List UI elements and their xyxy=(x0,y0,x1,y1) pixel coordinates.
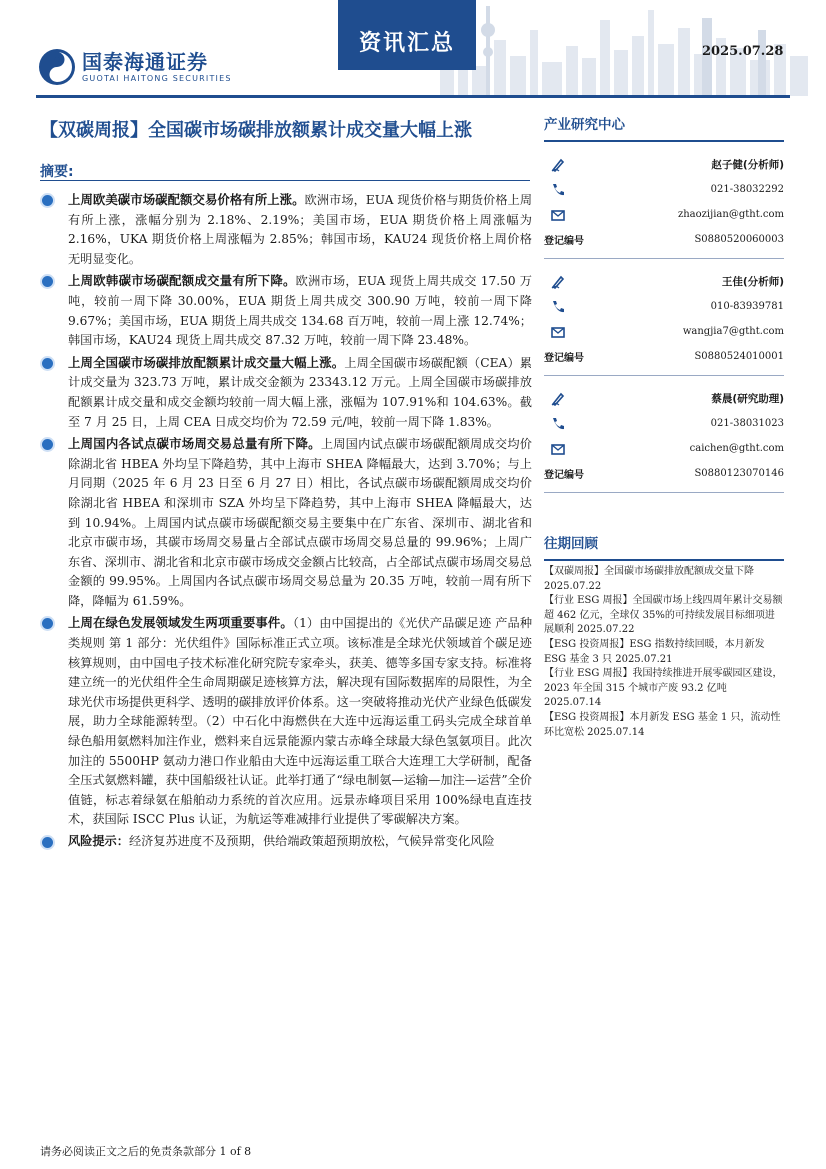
phone-icon xyxy=(550,182,566,198)
summary-bullet-eu-kr-volume xyxy=(40,271,532,350)
analyst-registration-number: S0880123070146 xyxy=(694,468,784,479)
past-report-link[interactable]: 【行业 ESG 周报】我国持续推进开展零碳园区建设，2023 年全国 315 个城市产废 93.2 亿吨 2025.07.14 xyxy=(544,668,783,709)
report-date: 2025.07.28 xyxy=(702,44,784,59)
bullet-lead: 上周在绿色发展领域发生两项重要事件。 xyxy=(68,615,293,631)
summary-bullet-national-market xyxy=(40,353,532,432)
company-logo xyxy=(38,48,232,86)
summary-bullets xyxy=(40,190,532,852)
phone-icon xyxy=(550,299,566,315)
bullet-lead: 上周国内各试点碳市场周交易总量有所下降。 xyxy=(68,436,321,452)
analyst-name: 蔡晨(研究助理) xyxy=(711,393,784,405)
past-reports-list xyxy=(544,565,784,740)
analyst-divider xyxy=(544,258,784,259)
past-report-link[interactable]: 【双碳周报】全国碳市场碳排放配额成交量下降 2025.07.22 xyxy=(544,566,754,592)
analyst-card xyxy=(544,386,784,493)
pen-icon xyxy=(550,391,566,407)
bullet-dot-icon xyxy=(42,439,53,450)
sidebar xyxy=(544,114,784,740)
email-icon xyxy=(550,207,566,223)
bullet-dot-icon xyxy=(42,837,53,848)
analyst-card xyxy=(544,269,784,376)
registration-label: 登记编号 xyxy=(544,353,584,364)
page-footer: 请务必阅读正文之后的免责条款部分 1 of 8 xyxy=(40,1145,252,1158)
summary-bullet-green-events xyxy=(40,613,532,830)
past-reports-title: 往期回顾 xyxy=(544,536,598,552)
bullet-text: 上周国内试点碳市场碳配额周成交均价除湖北省 HBEA 外均呈下降趋势，其中上海市 SHEA 降幅最大，达到 3.70%；与上月同期（2025 年 6 月 23 日至 6 月 27 日）相比，各试点碳市场碳配额周成交均价除湖北省 HBEA 和深圳市 SZA 外均呈下降趋势，其中上海市 SHEA 降幅最大，达到 10.94%。上周国内试点碳市场碳配额交易主要集中在广东省、深圳市、湖北省和北京市碳市场，其碳市场周交易量占全部试点碳市场周交易总量的 99.96%；上周广东省、深圳市、湖北省和北京市碳市场成交金额占比较高，占全部试点碳市场周交易总金额的 99.95%。上周国内各试点碳市场周交易总量为 20.35 万吨，较前一周有所下降，降幅为 61.59%。 xyxy=(68,437,532,608)
summary-divider xyxy=(40,180,530,181)
registration-label: 登记编号 xyxy=(544,236,584,247)
research-center-title: 产业研究中心 xyxy=(544,117,625,133)
analyst-registration-number: S0880524010001 xyxy=(694,351,784,362)
bullet-lead: 上周欧韩碳市场碳配额成交量有所下降。 xyxy=(68,273,296,289)
bullet-dot-icon xyxy=(42,358,53,369)
past-report-link[interactable]: 【行业 ESG 周报】全国碳市场上线四周年累计交易额超 462 亿元，全球仅 35%的可持续发展目标细项进展顺利 2025.07.22 xyxy=(544,595,783,636)
logo-english-name: GUOTAI HAITONG SECURITIES xyxy=(82,73,232,83)
summary-bullet-eu-us-price xyxy=(40,190,532,269)
past-report-link[interactable]: 【ESG 投资周报】ESG 指数持续回暖，本月新发 ESG 基金 3 只 2025.07.21 xyxy=(544,638,765,665)
past-report-link[interactable]: 【ESG 投资周报】本月新发 ESG 基金 1 只，流动性环比宽松 2025.07.14 xyxy=(544,711,781,738)
report-header xyxy=(0,0,826,100)
risk-text: 经济复苏进度不及预期，供给端政策超预期放松，气候异常变化风险 xyxy=(128,834,495,848)
registration-label: 登记编号 xyxy=(544,470,584,481)
pen-icon xyxy=(550,274,566,290)
past-reports-section xyxy=(544,533,784,740)
pen-icon xyxy=(550,157,566,173)
analyst-name: 王佳(分析师) xyxy=(721,276,784,288)
bullet-text: 欧洲市场，EUA 现货价格与期货价格上周有所上涨，涨幅分别为 2.18%、2.19%；美国市场，EUA 期货价格上周涨幅为 2.16%，UKA 期货价格上周涨幅为 2.85%；韩国市场，KAU24 现货价格上周价格无明显变化。 xyxy=(68,193,533,266)
analyst-phone: 021-38032292 xyxy=(710,184,784,195)
analyst-phone: 010-83939781 xyxy=(710,301,784,312)
bullet-lead: 上周全国碳市场碳排放配额累计成交量大幅上涨。 xyxy=(68,354,345,370)
analyst-divider xyxy=(544,375,784,376)
analyst-divider xyxy=(544,492,784,493)
email-icon xyxy=(550,324,566,340)
bullet-lead: 上周欧美碳市场碳配额交易价格有所上涨。 xyxy=(68,192,305,207)
bullet-dot-icon xyxy=(42,195,53,206)
email-icon xyxy=(550,441,566,457)
analyst-email[interactable]: wangjia7@gtht.com xyxy=(682,326,784,337)
bullet-dot-icon xyxy=(42,276,53,287)
bullet-text: 欧洲市场，EUA 现货上周共成交 17.50 万吨，较前一周下降 30.00%，EUA 期货上周共成交 300.90 万吨，较前一周下降 9.67%；美国市场，EUA 期货上周共成交 134.68 百万吨，较前一周上涨 12.74%；韩国市场，KAU24 现货上周共成交 87.32 万吨，较前一周下降 23.48%。 xyxy=(68,274,532,348)
risk-lead: 风险提示： xyxy=(68,834,129,848)
logo-mark-icon xyxy=(38,48,76,86)
bullet-dot-icon xyxy=(42,618,53,629)
sidebar-divider xyxy=(544,559,784,561)
analyst-email[interactable]: zhaozijian@gtht.com xyxy=(677,209,784,220)
sidebar-divider xyxy=(544,140,784,142)
report-title: 【双碳周报】全国碳市场碳排放额累计成交量大幅上涨 xyxy=(40,120,472,141)
analyst-registration-number: S0880520060003 xyxy=(694,234,784,245)
header-divider xyxy=(36,95,790,98)
bullet-text: （1）由中国提出的《光伏产品碳足迹 产品种类规则 第 1 部分：光伏组件》国际标准正式立项。该标准是全球光伏领域首个碳足迹核算规则，由中国电子技术标准化研究院专家牵头，获美、德等多国专家支持。标准将建立统一的光伏组件全生命周期碳足迹核算方法，解决现有国际数据库的局限性，为全球光伏市场提供更科学、透明的碳排放评价体系。这一突破将推动光伏产业绿色低碳发展，助力全球能源转型。（2）中石化中海燃供在大连中远海运重工码头完成全球首单绿色船用氨燃料加注作业，燃料来自远景能源内蒙古赤峰全球最大绿色氢氨项目。此次加注的 5500HP 氨动力港口作业船由大连中远海运重工联合大连理工大学研制，配备全压式氨燃料罐，获中国船级社认证。此举打通了“绿电制氨—运输—加注—运营”全价值链，标志着绿氨在船舶动力系统的首次应用。远景赤峰项目采用 100%绿电直连技术，获国际 ISCC Plus 认证，为航运等难减排行业提供了零碳解决方案。 xyxy=(68,616,533,827)
report-type-tag: 资讯汇总 xyxy=(338,0,476,70)
analyst-phone: 021-38031023 xyxy=(710,418,784,429)
summary-heading: 摘要: xyxy=(40,164,74,180)
logo-chinese-name: 国泰海通证券 xyxy=(82,49,208,74)
bullet-text: 上周全国碳市场碳配额（CEA）累计成交量为 323.73 万吨，累计成交金额为 23343.12 万元。上周全国碳市场碳排放配额累计成交量和成交金额均较前一周大幅上涨，涨幅为 107.91%和 104.63%。截至 7 月 25 日，上周 CEA 日成交均价为 72.59 元/吨，较前一周下降 1.83%。 xyxy=(68,355,532,429)
analyst-email[interactable]: caichen@gtht.com xyxy=(689,443,784,454)
analyst-name: 赵子健(分析师) xyxy=(711,159,784,171)
phone-icon xyxy=(550,416,566,432)
risk-warning xyxy=(40,832,532,852)
summary-bullet-pilot-markets xyxy=(40,434,532,611)
analyst-card xyxy=(544,152,784,259)
